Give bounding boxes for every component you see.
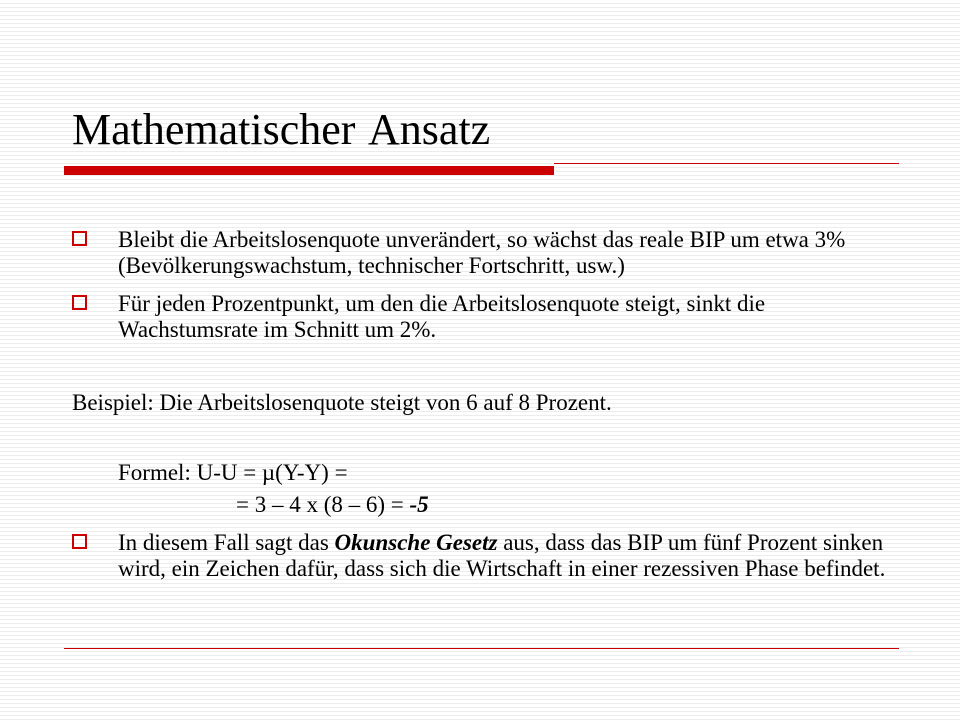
title-underline-thin xyxy=(554,163,899,164)
formula-result: -5 xyxy=(409,492,429,517)
bullet-item-1 xyxy=(72,227,892,279)
bullet-item-3 xyxy=(72,530,892,582)
formula-calculation: = 3 – 4 x (8 – 6) = xyxy=(236,492,410,517)
slide-title: Mathematischer Ansatz xyxy=(72,105,491,154)
example-line: Beispiel: Die Arbeitslosenquote steigt von 6 auf 8 Prozent. xyxy=(72,390,612,415)
square-bullet-icon xyxy=(72,295,87,310)
title-underline-thick xyxy=(64,166,554,175)
square-bullet-icon xyxy=(72,231,87,246)
bullet-text: Für jeden Prozentpunkt, um den die Arbeitslosenquote steigt, sinkt die Wachstumsrate im Schnitt um 2%. xyxy=(118,291,766,342)
bullet-text: Bleibt die Arbeitslosenquote unverändert, so wächst das reale BIP um etwa 3% (Bevölkerungswachstum, technischer Fortschritt, usw.) xyxy=(118,227,846,278)
conclusion-text-after: aus, dass das BIP um fünf Prozent sinken wird, ein Zeichen dafür, dass sich die Wirtschaft in einer rezessiven Phase befindet. xyxy=(118,530,886,581)
bottom-rule xyxy=(64,648,899,649)
square-bullet-icon xyxy=(72,534,87,549)
bullet-text xyxy=(118,530,892,582)
conclusion-text-before: In diesem Fall sagt das xyxy=(118,530,335,555)
bullet-item-2 xyxy=(72,291,892,343)
formula-line-2 xyxy=(236,492,429,518)
formula-line-1: Formel: U-U = µ(Y-Y) = xyxy=(118,460,348,485)
okun-law-term: Okunsche Gesetz xyxy=(334,530,498,555)
